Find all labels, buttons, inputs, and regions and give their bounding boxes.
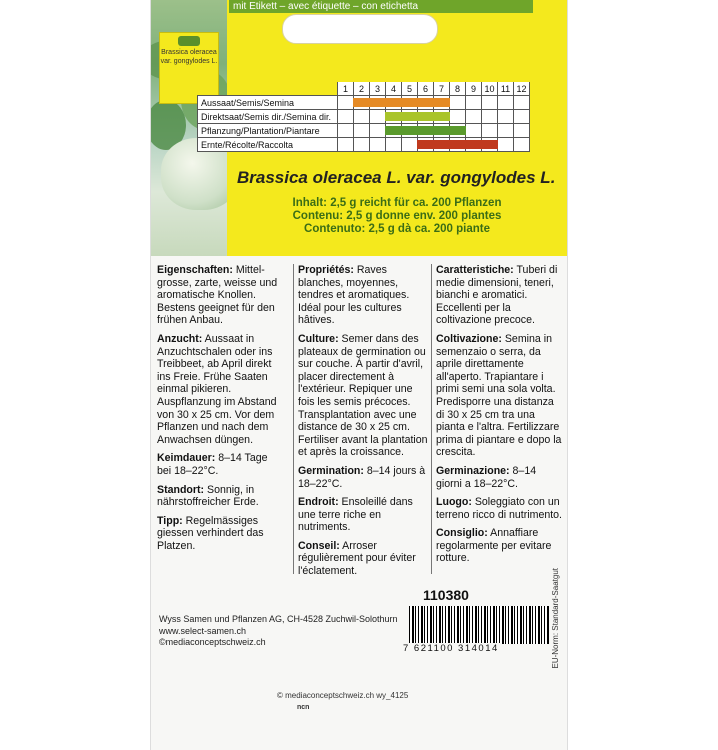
thumbnail-label-1: Brassica oleracea (161, 49, 217, 56)
calendar-cell (450, 110, 466, 124)
instruction-heading: Keimdauer: (157, 452, 216, 465)
calendar-cell (482, 96, 498, 110)
calendar-cell (514, 110, 530, 124)
calendar-cell (386, 96, 402, 110)
instruction-text: 8–14 giorni a 18–22°C. (436, 464, 537, 490)
calendar-cell (450, 96, 466, 110)
instruction-text: Soleggiato con un terreno ricco di nutrimento. (436, 496, 563, 521)
calendar-cell (450, 124, 466, 138)
calendar-cell (498, 96, 514, 110)
calendar-cell (354, 96, 370, 110)
calendar-bar (385, 98, 402, 107)
calendar-bar (433, 112, 450, 121)
barcode (409, 606, 549, 644)
instruction-paragraph (157, 264, 283, 327)
instruction-paragraph (436, 527, 562, 565)
calendar-bar (417, 140, 434, 149)
footer-brand: ncn (297, 704, 310, 711)
month-header: 4 (386, 82, 402, 96)
instruction-paragraph (157, 333, 283, 446)
calendar-bar (385, 126, 402, 135)
column-french (293, 264, 428, 578)
month-header: 3 (370, 82, 386, 96)
month-header: 2 (354, 82, 370, 96)
month-header: 5 (402, 82, 418, 96)
calendar-row-label: Aussaat/Semis/Semina (198, 96, 338, 110)
instruction-paragraph (298, 264, 428, 327)
month-header: 12 (514, 82, 530, 96)
month-header: 9 (466, 82, 482, 96)
instructions (157, 264, 563, 578)
instruction-text: Ensoleillé dans une terre riche en nutriments. (298, 496, 413, 534)
column-german (157, 264, 283, 574)
calendar-bar (369, 98, 386, 107)
instruction-text: Mittel-grosse, zarte, weisse und aromatische Knollen. Bestens geeignet für den frühen Anbau. (157, 264, 278, 327)
instruction-heading: Propriétés: (298, 264, 354, 276)
calendar-bar (417, 98, 434, 107)
calendar-row-label: Ernte/Récolte/Raccolta (198, 138, 338, 152)
month-header: 6 (418, 82, 434, 96)
instruction-text: 8–14 Tage bei 18–22°C. (157, 452, 268, 477)
calendar-cell (466, 96, 482, 110)
yellow-header (151, 0, 567, 256)
calendar-cell (498, 124, 514, 138)
instruction-text: Raves blanches, moyennes, tendres et aromatiques. Idéal pour les cultures hâtives. (298, 264, 410, 327)
calendar-cell (450, 138, 466, 152)
instruction-heading: Conseil: (298, 539, 340, 552)
instruction-heading: Luogo: (436, 496, 472, 509)
calendar-cell (514, 96, 530, 110)
calendar-cell (514, 138, 530, 152)
calendar-cell (482, 110, 498, 124)
company-website: www.select-samen.ch (159, 625, 247, 636)
thumbnail-label-2: var. gongylodes L. (160, 58, 218, 65)
instruction-paragraph (436, 465, 562, 490)
calendar-cell (466, 138, 482, 152)
calendar-bar (417, 126, 434, 135)
calendar-row (198, 96, 530, 110)
calendar-cell (482, 138, 498, 152)
calendar-cell (418, 124, 434, 138)
instruction-paragraph (298, 465, 428, 490)
calendar-cell (354, 138, 370, 152)
calendar-cell (418, 96, 434, 110)
calendar-row-label: Direktsaat/Semis dir./Semina dir. (198, 110, 338, 124)
calendar-cell (402, 96, 418, 110)
article-code: 110380 (423, 587, 469, 603)
calendar-cell (418, 110, 434, 124)
calendar-cell (514, 124, 530, 138)
calendar-cell (370, 124, 386, 138)
instruction-heading: Coltivazione: (436, 332, 502, 345)
label-banner: mit Etikett – avec étiquette – con etichetta (229, 0, 533, 13)
month-header: 10 (482, 82, 498, 96)
calendar-cell (338, 110, 354, 124)
month-header: 7 (434, 82, 450, 96)
company-info (159, 614, 398, 649)
calendar-cell (386, 138, 402, 152)
instruction-heading: Endroit: (298, 496, 339, 509)
instruction-heading: Germinazione: (436, 464, 510, 477)
calendar-cell (418, 138, 434, 152)
calendar-cell (338, 124, 354, 138)
instruction-heading: Germination: (298, 464, 364, 477)
calendar-row (198, 110, 530, 124)
calendar-cell (434, 96, 450, 110)
instruction-text: Semina in semenzaio o serra, da aprile direttamente all'aperto. Trapiantare i primi semi una sola volta. Predisporre una distanza di 30 x 25 cm tra una pianta e l'altra. Fertilizzare prima di piantare e dopo la crescita. (436, 332, 562, 459)
seed-packet-back (150, 0, 568, 750)
eu-norm: EU-Norm: Standard-Saatgut (551, 568, 560, 669)
month-header: 1 (338, 82, 354, 96)
instruction-text: Aussaat in Anzuchtschalen oder ins Treibbeet, ab April direkt ins Freie. Frühe Saaten einmal pikieren. Auspflanzung im Abstand von 30 x 25 cm. Vor dem Pflanzen und nach dem Anwachsen düngen. (157, 332, 277, 446)
calendar-cell (338, 96, 354, 110)
calendar-cell (402, 124, 418, 138)
calendar-cell (354, 110, 370, 124)
instruction-paragraph (436, 496, 562, 521)
calendar-bar (385, 112, 402, 121)
instruction-paragraph (436, 333, 562, 459)
calendar-corner (198, 82, 338, 96)
calendar-cell (386, 110, 402, 124)
calendar-cell (402, 110, 418, 124)
instruction-text: Sonnig, in nährstoffreicher Erde. (157, 483, 259, 509)
instruction-text: Annaffiare regolarmente per evitare rotture. (436, 527, 552, 565)
instruction-heading: Culture: (298, 332, 339, 345)
barcode-number: 7 621100 314014 (403, 643, 499, 654)
instruction-paragraph (298, 333, 428, 459)
calendar-cell (370, 96, 386, 110)
month-header: 8 (450, 82, 466, 96)
column-italian (431, 264, 562, 574)
calendar-cell (338, 138, 354, 152)
instruction-heading: Anzucht: (157, 332, 203, 345)
calendar-bar (417, 112, 434, 121)
species-name: Brassica oleracea L. var. gongylodes L. (237, 168, 556, 187)
instruction-paragraph (157, 484, 283, 509)
instruction-paragraph (436, 264, 562, 327)
calendar-cell (354, 124, 370, 138)
instruction-heading: Tipp: (157, 514, 183, 527)
instruction-heading: Caratteristiche: (436, 264, 514, 276)
instruction-paragraph (157, 452, 283, 477)
calendar-bar (433, 126, 450, 135)
calendar-cell (498, 110, 514, 124)
calendar-bar (465, 140, 482, 149)
calendar-cell (466, 124, 482, 138)
instruction-text: 8–14 jours à 18–22°C. (298, 464, 426, 490)
instruction-text: Arroser régulièrement pour éviter l'éclatement. (298, 539, 416, 578)
contents-block (237, 197, 557, 236)
instruction-text: Regelmässiges giessen verhindert das Platzen. (157, 514, 264, 552)
calendar-row (198, 138, 530, 152)
calendar-row (198, 124, 530, 138)
contents-it: Contenuto: 2,5 g dà ca. 200 piante (304, 223, 490, 235)
calendar-row-label: Pflanzung/Plantation/Piantare (198, 124, 338, 138)
calendar-bar (401, 112, 418, 121)
calendar-bar (449, 140, 466, 149)
calendar-bar (449, 126, 466, 135)
contents-fr: Contenu: 2,5 g donne env. 200 plantes (292, 210, 502, 222)
instruction-heading: Standort: (157, 483, 205, 496)
instruction-paragraph (298, 496, 428, 534)
instruction-paragraph (298, 540, 428, 578)
calendar-cell (370, 110, 386, 124)
company-address: Wyss Samen und Pflanzen AG, CH-4528 Zuchwil-Solothurn (159, 614, 398, 624)
calendar-cell (434, 110, 450, 124)
hang-hole (282, 14, 438, 44)
calendar-bar (401, 126, 418, 135)
calendar-bar (353, 98, 370, 107)
calendar-cell (434, 124, 450, 138)
month-header: 11 (498, 82, 514, 96)
sowing-calendar (197, 82, 530, 152)
calendar-cell (466, 110, 482, 124)
company-copyright: ©mediaconceptschweiz.ch (159, 637, 266, 647)
calendar-bar (433, 140, 450, 149)
instruction-text: Semer dans des plateaux de germination ou sur couche. À partir d'avril, placer directement à l'extérieur. Repiquer une fois les semis précoces. Transplantation avec une distance de 30 x 25 cm. Fertiliser avant la plantation et après la croissance. (298, 332, 428, 459)
calendar-bar (481, 140, 498, 149)
calendar-cell (482, 124, 498, 138)
calendar-bar (401, 98, 418, 107)
calendar-bar (433, 98, 450, 107)
calendar-cell (434, 138, 450, 152)
calendar-cell (402, 138, 418, 152)
instruction-heading: Consiglio: (436, 527, 488, 540)
calendar-cell (370, 138, 386, 152)
contents-de: Inhalt: 2,5 g reicht für ca. 200 Pflanzen (292, 197, 502, 209)
instruction-paragraph (157, 515, 283, 553)
calendar-cell (498, 138, 514, 152)
calendar-cell (386, 124, 402, 138)
instruction-heading: Eigenschaften: (157, 264, 233, 276)
instruction-text: Tuberi di medie dimensioni, teneri, bianchi e aromatici. Eccellenti per la coltivazione precoce. (436, 264, 558, 327)
select-logo-icon (178, 36, 200, 46)
footer-credit: © mediaconceptschweiz.ch wy_4125 (277, 691, 409, 700)
